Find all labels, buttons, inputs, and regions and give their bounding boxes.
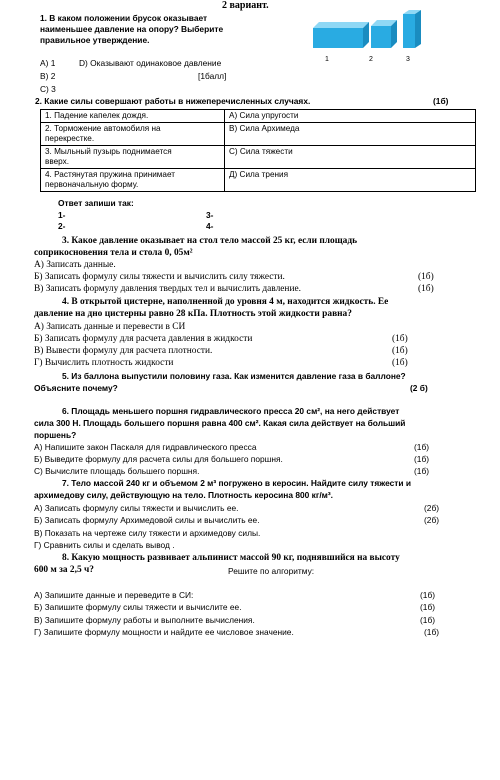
q1-option-d: D) Оказывают одинаковое давление bbox=[79, 58, 222, 68]
table-row bbox=[41, 169, 476, 192]
q4-item-b: Б) Записать формулу для расчета давления в жидкости bbox=[34, 334, 253, 344]
q4-score-b: (1б) bbox=[392, 334, 408, 344]
q1-line-1: 1. В каком положении брусок оказывает bbox=[40, 13, 208, 23]
figure-label-3: 3 bbox=[406, 56, 410, 63]
q1-option-b: В) 2 bbox=[40, 71, 56, 81]
matching-table bbox=[40, 109, 476, 192]
q6-item-a: А) Напишите закон Паскаля для гидравлического пресса bbox=[34, 442, 257, 452]
q7-item-c: В) Показать на чертеже силу тяжести и архимедову силы. bbox=[34, 528, 261, 538]
q6-line-2: сила 300 Н. Площадь большего поршня равна 400 см². Какая сила действует на больший bbox=[34, 418, 406, 428]
q7-item-b: Б) Записать формулу Архимедовой силы и вычислить ее. bbox=[34, 515, 260, 525]
q8-item-a: А) Запишите данные и переведите в СИ: bbox=[34, 590, 194, 600]
q3-score-b: (1б) bbox=[418, 272, 434, 282]
q7-item-d: Г) Сравнить силы и сделать вывод . bbox=[34, 540, 175, 550]
q3-item-a: А) Записать данные. bbox=[34, 260, 116, 270]
q7-score-b: (2б) bbox=[424, 515, 440, 525]
figure-label-1: 1 bbox=[325, 56, 329, 63]
q3-line-1: 3. Какое давление оказывает на стол тело массой 25 кг, если площадь bbox=[62, 236, 358, 246]
q8-score-c: (1б) bbox=[420, 615, 436, 625]
table-cell-right: В) Сила Архимеда bbox=[225, 123, 476, 146]
q2-title: 2. Какие силы совершают работы в нижеперечисленных случаях. bbox=[35, 96, 311, 106]
variant-header: 2 вариант. bbox=[222, 0, 269, 11]
q6-score-b: (1б) bbox=[414, 454, 430, 464]
q5-line-2: Объясните почему? bbox=[34, 383, 118, 393]
q4-item-a: А) Записать данные и перевести в СИ bbox=[34, 322, 186, 332]
q6-score-c: (1б) bbox=[414, 466, 430, 476]
q3-score-c: (1б) bbox=[418, 284, 434, 294]
answer-label: Ответ запиши так: bbox=[58, 198, 134, 208]
answer-slot-3: 3- bbox=[206, 210, 214, 220]
q8-score-b: (1б) bbox=[420, 602, 436, 612]
q6-line-1: 6. Площадь меньшего поршня гидравлического пресса 20 см², на него действует bbox=[62, 406, 400, 416]
q5-line-1: 5. Из баллона выпустили половину газа. Как изменится давление газа в баллоне? bbox=[62, 371, 406, 381]
q6-line-3: поршень? bbox=[34, 430, 77, 440]
q8-line-1: 8. Какую мощность развивает альпинист массой 90 кг, поднявшийся на высоту bbox=[62, 553, 400, 563]
q4-item-c: В) Вывести формулу для расчета плотности. bbox=[34, 346, 213, 356]
q4-line-1: 4. В открытой цистерне, наполненной до уровня 4 м, находится жидкость. Ее bbox=[62, 297, 389, 307]
q1-line-3: правильное утверждение. bbox=[40, 35, 150, 45]
table-cell-right: А) Сила упругости bbox=[225, 110, 476, 123]
q3-line-2: соприкосновения тела и стола 0, 05м² bbox=[34, 248, 193, 258]
answer-slot-4: 4- bbox=[206, 221, 214, 231]
q6-item-b: Б) Выведите формулу для расчета силы для большего поршня. bbox=[34, 454, 283, 464]
q1-option-c: С) 3 bbox=[40, 84, 56, 94]
table-cell-right: Д) Сила трения bbox=[225, 169, 476, 192]
q8-item-d: Г) Запишите формулу мощности и найдите ее числовое значение. bbox=[34, 627, 294, 637]
q8-item-b: Б) Запишите формулу силы тяжести и вычислите ее. bbox=[34, 602, 242, 612]
q1-option-a: А) 1 bbox=[40, 58, 56, 68]
q7-score-a: (2б) bbox=[424, 503, 440, 513]
q4-score-c: (1б) bbox=[392, 346, 408, 356]
q6-item-c: С) Вычислите площадь большего поршня. bbox=[34, 466, 200, 476]
blocks-figure bbox=[305, 10, 445, 66]
table-cell-left: 2. Торможение автомобиля на перекрестке. bbox=[41, 123, 225, 146]
q4-line-2: давление на дно цистерны равно 28 кПа. Плотность этой жидкости равна? bbox=[34, 309, 352, 319]
table-cell-left: 3. Мыльный пузырь поднимается вверх. bbox=[41, 146, 225, 169]
block-3 bbox=[403, 10, 421, 48]
q2-score: (1б) bbox=[433, 96, 449, 106]
table-cell-left: 1. Падение капелек дождя. bbox=[41, 110, 225, 123]
q3-item-b: Б) Записать формулу силы тяжести и вычислить силу тяжести. bbox=[34, 272, 285, 282]
table-cell-right: С) Сила тяжести bbox=[225, 146, 476, 169]
q1-score: [1балл] bbox=[198, 71, 227, 81]
q1-line-2: наименьшее давление на опору? Выберите bbox=[40, 24, 224, 34]
q8-score-a: (1б) bbox=[420, 590, 436, 600]
q8-score-d: (1б) bbox=[424, 627, 440, 637]
q7-line-2: архимедову силу, действующую на тело. Плотность керосина 800 кг/м³. bbox=[34, 490, 333, 500]
q3-item-c: В) Записать формулу давления твердых тел и вычислить давление. bbox=[34, 284, 301, 294]
q6-score-a: (1б) bbox=[414, 442, 430, 452]
figure-label-2: 2 bbox=[369, 56, 373, 63]
q4-score-d: (1б) bbox=[392, 358, 408, 368]
q4-item-d: Г) Вычислить плотность жидкости bbox=[34, 358, 174, 368]
q5-score: (2 б) bbox=[410, 383, 428, 393]
table-row bbox=[41, 110, 476, 123]
q7-item-a: А) Записать формулу силы тяжести и вычислить ее. bbox=[34, 503, 239, 513]
table-row bbox=[41, 146, 476, 169]
block-1 bbox=[313, 22, 369, 48]
answer-slot-2: 2- bbox=[58, 221, 66, 231]
q7-line-1: 7. Тело массой 240 кг и объемом 2 м³ погружено в керосин. Найдите силу тяжести и bbox=[62, 478, 412, 488]
table-cell-left: 4. Растянутая пружина принимает первоначальную форму. bbox=[41, 169, 225, 192]
q8-algorithm-label: Решите по алгоритму: bbox=[228, 566, 315, 576]
block-2 bbox=[371, 20, 397, 48]
q8-line-2: 600 м за 2,5 ч? bbox=[34, 565, 94, 575]
q8-item-c: В) Запишите формулу работы и выполните вычисления. bbox=[34, 615, 255, 625]
table-row bbox=[41, 123, 476, 146]
answer-slot-1: 1- bbox=[58, 210, 66, 220]
